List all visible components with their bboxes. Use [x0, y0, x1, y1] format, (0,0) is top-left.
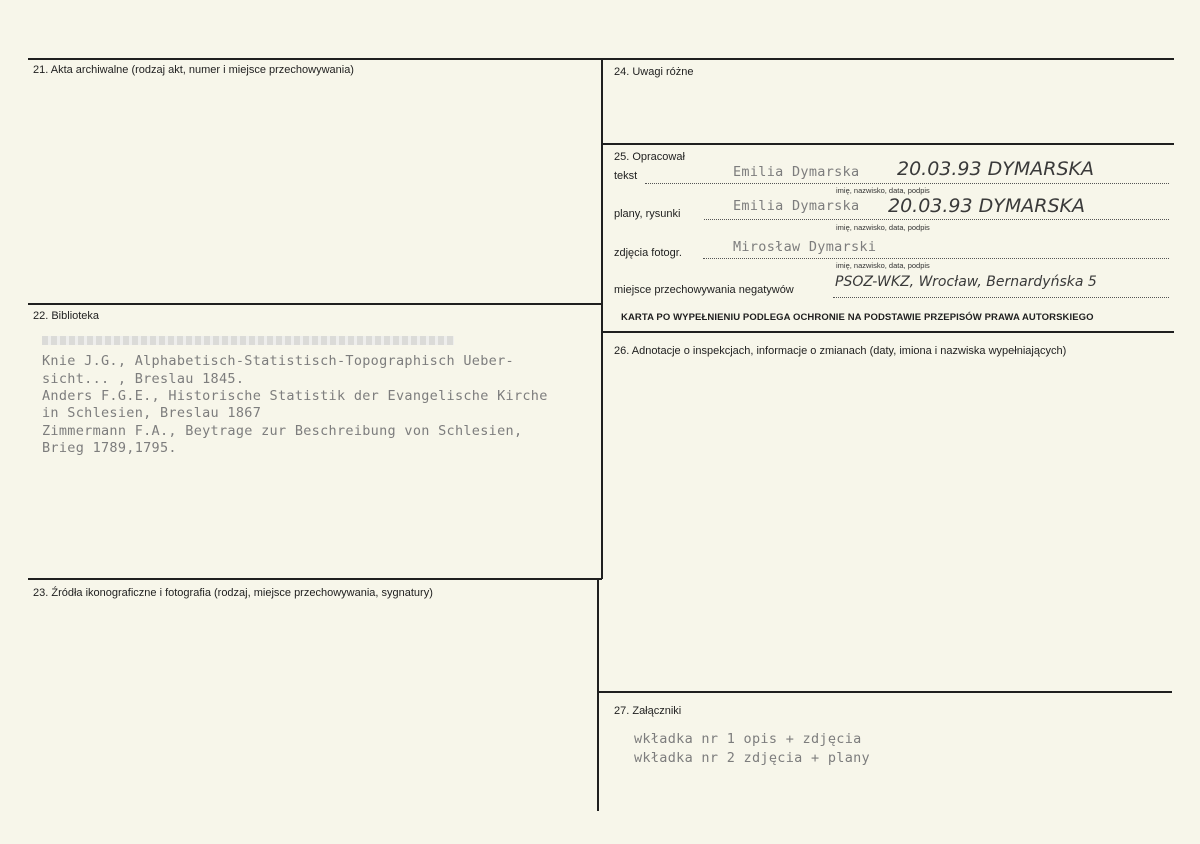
center-divider-upper — [601, 59, 603, 579]
zdjecia-label: zdjęcia fotogr. — [614, 247, 682, 259]
tekst-hint: imię, nazwisko, data, podpis — [836, 186, 930, 195]
negatywy-dotted-line — [833, 297, 1169, 298]
center-divider-lower — [597, 579, 599, 811]
bibliography-line: Zimmermann F.A., Beytrage zur Beschreibung von Schlesien, — [42, 423, 523, 439]
plany-author: Emilia Dymarska — [733, 198, 860, 214]
plany-label: plany, rysunki — [614, 208, 681, 220]
bibliography-line: Knie J.G., Alphabetisch-Statistisch-Topographisch Ueber- — [42, 353, 514, 369]
s26-s27-rule — [598, 691, 1172, 693]
bibliography-line: in Schlesien, Breslau 1867 — [42, 405, 262, 421]
negatywy-label: miejsce przechowywania negatywów — [614, 284, 794, 296]
plany-hint: imię, nazwisko, data, podpis — [836, 223, 930, 232]
s22-s23-rule — [28, 578, 602, 580]
zdjecia-hint: imię, nazwisko, data, podpis — [836, 261, 930, 270]
zdjecia-dotted-line — [703, 258, 1169, 259]
section-22-label: 22. Biblioteka — [33, 310, 100, 322]
section-26-label: 26. Adnotacje o inspekcjach, informacje o zmianach (daty, imiona i nazwiska wypełniających) — [614, 345, 1067, 357]
bibliography-line: sicht... , Breslau 1845. — [42, 371, 245, 387]
plany-signature: 20.03.93 DYMARSKA — [888, 195, 1085, 217]
tekst-author: Emilia Dymarska — [733, 164, 860, 180]
zdjecia-author: Mirosław Dymarski — [733, 239, 877, 255]
section-25-label: 25. Opracował — [614, 151, 685, 163]
attachment-line: wkładka nr 1 opis + zdjęcia — [634, 731, 862, 747]
section-21-label: 21. Akta archiwalne (rodzaj akt, numer i miejsce przechowywania) — [33, 64, 354, 76]
s24-s25-rule — [602, 143, 1174, 145]
attachment-line: wkładka nr 2 zdjęcia + plany — [634, 750, 870, 766]
section-23-label: 23. Źródła ikonograficzne i fotografia (rodzaj, miejsce przechowywania, sygnatury) — [33, 587, 433, 599]
s21-s22-rule — [28, 303, 602, 305]
s25-s26-rule — [602, 331, 1174, 333]
section-24-label: 24. Uwagi różne — [614, 66, 694, 78]
redacted-line — [42, 336, 454, 345]
bibliography-line: Brieg 1789,1795. — [42, 440, 177, 456]
negatywy-value: PSOZ-WKZ, Wrocław, Bernardyńska 5 — [835, 274, 1097, 290]
copyright-notice: KARTA PO WYPEŁNIENIU PODLEGA OCHRONIE NA PODSTAWIE PRZEPISÓW PRAWA AUTORSKIEGO — [621, 312, 1094, 323]
tekst-dotted-line — [645, 183, 1169, 184]
plany-dotted-line — [704, 219, 1169, 220]
tekst-signature: 20.03.93 DYMARSKA — [897, 158, 1094, 180]
section-27-label: 27. Załączniki — [614, 705, 682, 717]
tekst-label: tekst — [614, 170, 638, 182]
bibliography-line: Anders F.G.E., Historische Statistik der Evangelische Kirche — [42, 388, 548, 404]
